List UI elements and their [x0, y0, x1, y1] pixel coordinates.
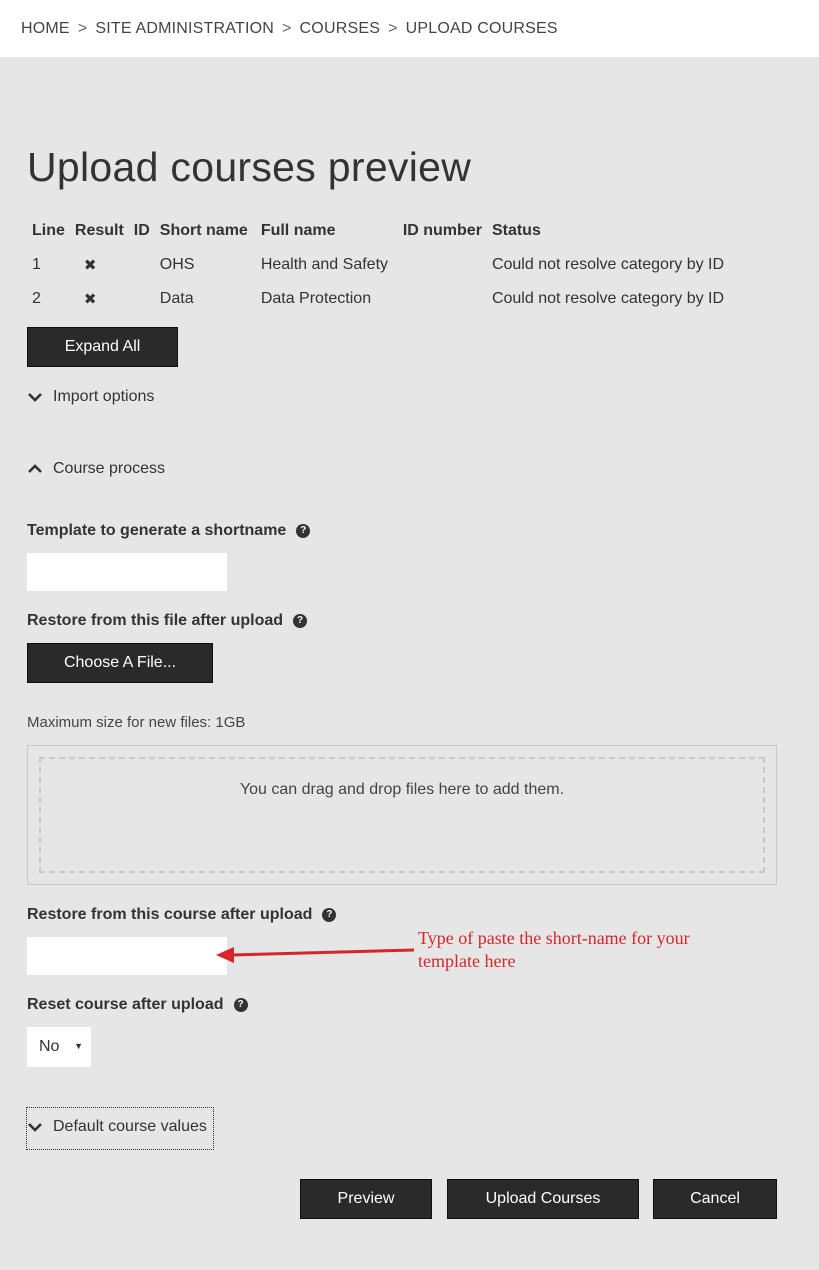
upload-courses-button[interactable]: Upload Courses [447, 1179, 639, 1219]
cell-line: 2 [32, 290, 41, 307]
column-header-full-name: Full name [260, 222, 336, 239]
cell-status: Could not resolve category by ID [491, 256, 725, 273]
breadcrumb-courses[interactable]: COURSES [299, 19, 381, 37]
expand-all-button[interactable]: Expand All [27, 327, 178, 367]
column-header-result: Result [74, 222, 124, 239]
column-header-status: Status [491, 222, 541, 239]
page-title: Upload courses preview [27, 144, 472, 190]
cell-status: Could not resolve category by ID [491, 290, 725, 307]
cell-id-number [398, 282, 487, 316]
cell-line: 1 [32, 256, 41, 273]
column-header-short-name: Short name [159, 222, 248, 239]
course-process-label: Course process [53, 460, 166, 477]
breadcrumb-upload-courses[interactable]: UPLOAD COURSES [405, 19, 558, 37]
breadcrumb [0, 0, 819, 57]
question-circle-icon[interactable]: ? [293, 614, 307, 628]
restore-file-label [27, 612, 307, 630]
cell-full-name: Data Protection [260, 290, 372, 307]
restore-course-label-text: Restore from this course after upload [27, 906, 313, 923]
reset-course-select[interactable] [27, 1027, 91, 1067]
breadcrumb-separator: > [388, 19, 398, 37]
cell-full-name: Health and Safety [260, 256, 389, 273]
column-header-id: ID [133, 222, 150, 239]
table-row [27, 282, 729, 316]
column-header-line: Line [32, 222, 65, 239]
question-circle-icon[interactable]: ? [234, 998, 248, 1012]
cell-result [70, 248, 129, 282]
file-dropzone-area[interactable] [39, 757, 765, 873]
import-options-toggle[interactable] [27, 388, 154, 406]
error-x-icon: ✖ [83, 256, 97, 274]
cell-id [129, 248, 155, 282]
breadcrumb-home[interactable]: HOME [21, 19, 70, 37]
restore-file-label-text: Restore from this file after upload [27, 612, 284, 629]
caret-down-icon: ▼ [74, 1041, 83, 1051]
cell-result [70, 282, 129, 316]
preview-button[interactable]: Preview [300, 1179, 432, 1219]
error-x-icon: ✖ [83, 290, 97, 308]
max-size-text: Maximum size for new files: 1GB [27, 714, 246, 731]
table-header-row [27, 214, 729, 248]
default-course-values-toggle[interactable] [27, 1118, 207, 1136]
chevron-down-icon [27, 389, 43, 405]
default-course-values-label: Default course values [53, 1118, 207, 1135]
cell-id-number [398, 248, 487, 282]
breadcrumb-site-administration[interactable]: SITE ADMINISTRATION [95, 19, 274, 37]
table-row [27, 248, 729, 282]
template-shortname-label-text: Template to generate a shortname [27, 522, 287, 539]
course-process-toggle[interactable] [27, 460, 165, 478]
breadcrumb-separator: > [77, 19, 88, 37]
dropzone-text: You can drag and drop files here to add them. [239, 781, 565, 798]
restore-course-label [27, 906, 336, 924]
file-dropzone[interactable] [27, 745, 777, 885]
annotation-note: Type of paste the short-name for your template here [418, 928, 690, 971]
import-options-label: Import options [53, 388, 155, 405]
cell-short-name: OHS [159, 256, 195, 273]
template-shortname-input[interactable] [27, 553, 227, 591]
restore-course-input[interactable] [27, 937, 227, 975]
question-circle-icon[interactable]: ? [296, 524, 310, 538]
choose-file-button[interactable]: Choose A File... [27, 643, 213, 683]
reset-course-label-text: Reset course after upload [27, 996, 224, 1013]
reset-course-selected-value: No [39, 1038, 60, 1055]
breadcrumb-separator: > [282, 19, 292, 37]
cell-short-name: Data [159, 290, 194, 307]
template-shortname-label [27, 522, 310, 540]
annotation-arrow-icon [210, 940, 415, 970]
chevron-down-icon [27, 1119, 43, 1135]
question-circle-icon[interactable]: ? [322, 908, 336, 922]
cell-id [129, 282, 155, 316]
column-header-id-number: ID number [402, 222, 482, 239]
reset-course-label [27, 996, 248, 1014]
cancel-button[interactable]: Cancel [653, 1179, 777, 1219]
chevron-up-icon [27, 461, 43, 477]
preview-table [27, 214, 729, 316]
